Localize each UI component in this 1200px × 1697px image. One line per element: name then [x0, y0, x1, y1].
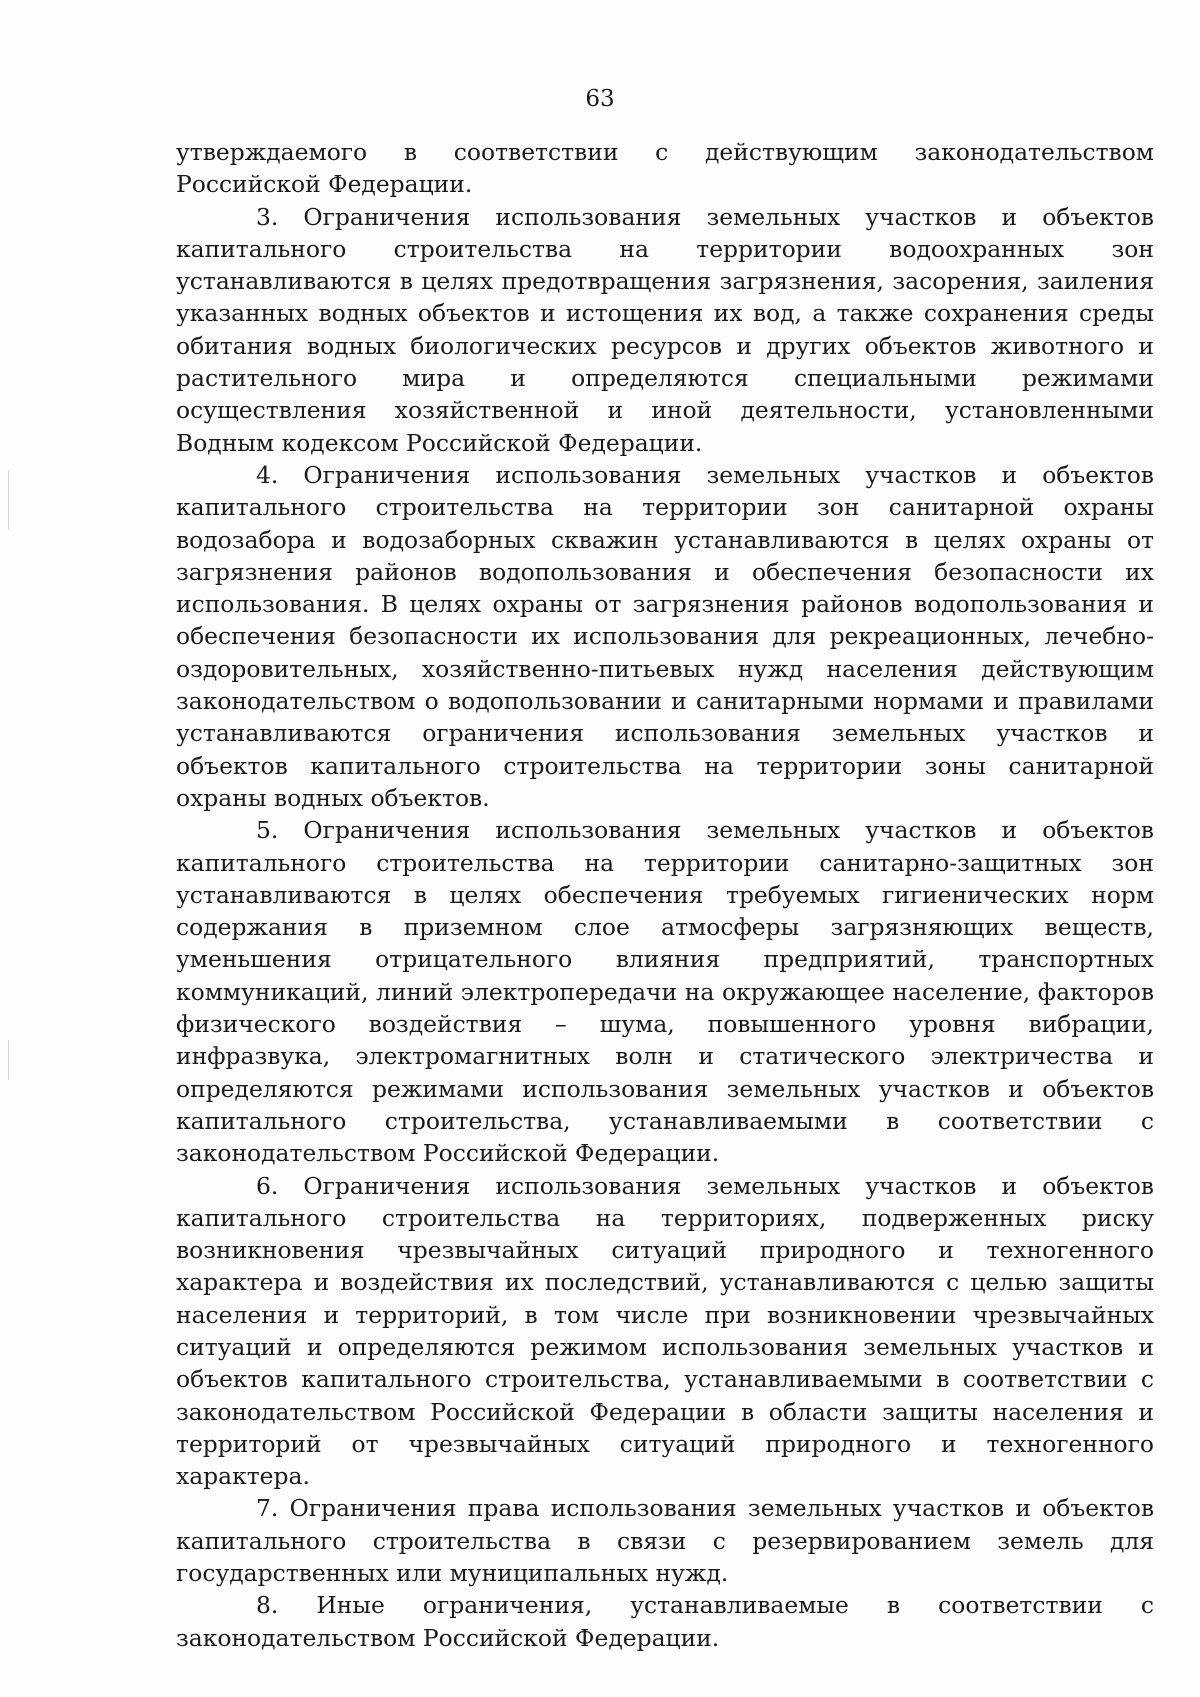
paragraph-item-6: 6. Ограничения использования земельных участков и объектов капитального строительства на территориях, подверженных риску возникновения чрезвычайных ситуаций природного и техногенного характера и воздействия их последствий, устанавливаются с целью защиты населения и территорий, в том числе при возникновении чрезвычайных ситуаций и определяются режимом использования земельных участков и объектов капитального строительства, устанавливаемыми в соответствии с законодательством Российской Федерации в области защиты населения и территорий от чрезвычайных ситуаций природного и техногенного характера.	[176, 1171, 1154, 1491]
paragraph-item-7: 7. Ограничения права использования земельных участков и объектов капитального строительства в связи с резервированием земель для государственных или муниципальных нужд.	[176, 1494, 1154, 1588]
paragraph-item-8: 8. Иные ограничения, устанавливаемые в соответствии с законодательством Российской Федерации.	[176, 1591, 1154, 1652]
paragraph-item-5: 5. Ограничения использования земельных участков и объектов капитального строительства на территории санитарно-защитных зон устанавливаются в целях обеспечения требуемых гигиенических норм содержания в приземном слое атмосферы загрязняющих веществ, уменьшения отрицательного влияния предприятий, транспортных коммуникаций, линий электропередачи на окружающее население, факторов физического воздействия – шума, повышенного уровня вибрации, инфразвука, электромагнитных волн и статического электричества и определяются режимами использования земельных участков и объектов капитального строительства, устанавливаемыми в соответствии с законодательством Российской Федерации.	[176, 816, 1154, 1168]
document-body	[176, 136, 1154, 1654]
scan-margin-mark	[8, 470, 9, 530]
paragraph-item-3: 3. Ограничения использования земельных участков и объектов капитального строительства на территории водоохранных зон устанавливаются в целях предотвращения загрязнения, засорения, заиления указанных водных объектов и истощения их вод, а также сохранения среды обитания водных биологических ресурсов и других объектов животного и растительного мира и определяются специальными режимами осуществления хозяйственной и иной деятельности, установленными Водным кодексом Российской Федерации.	[176, 202, 1154, 457]
paragraph-item-4: 4. Ограничения использования земельных участков и объектов капитального строительства на территории зон санитарной охраны водозабора и водозаборных скважин устанавливаются в целях охраны от загрязнения районов водопользования и обеспечения безопасности их использования. В целях охраны от загрязнения районов водопользования и обеспечения безопасности их использования для рекреационных, лечебно-оздоровительных, хозяйственно-питьевых нужд населения действующим законодательством о водопользовании и санитарными нормами и правилами устанавливаются ограничения использования земельных участков и объектов капитального строительства на территории зоны санитарной охраны водных объектов.	[176, 460, 1154, 812]
paragraph-continuation: утверждаемого в соответствии с действующим законодательством Российской Федерации.	[176, 138, 1154, 199]
scan-margin-mark	[8, 1040, 9, 1080]
page-number: 63	[585, 86, 615, 112]
